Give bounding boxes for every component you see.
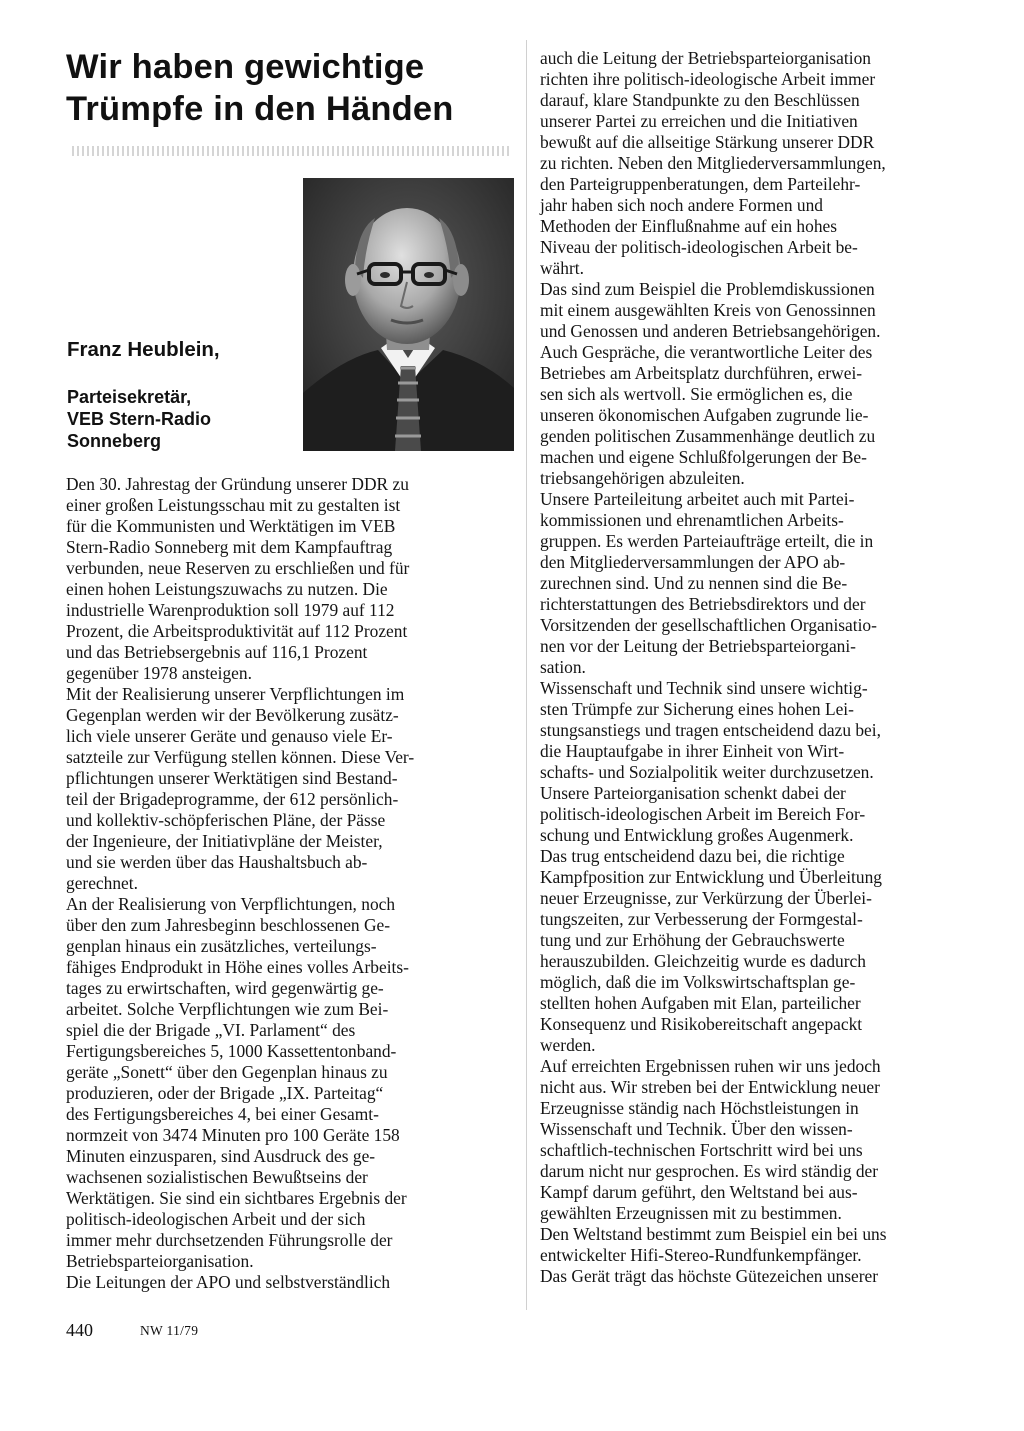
text-line: Mit der Realisierung unserer Verpflichtungen im (66, 684, 405, 704)
author-role-line: VEB Stern-Radio (67, 409, 212, 429)
text-line: produzieren, oder der Brigade „IX. Parteitag“ (66, 1083, 384, 1103)
text-line: Werktätigen. Sie sind ein sichtbares Ergebnis der (66, 1188, 407, 1208)
text-line: und Genossen und anderen Betriebsangehörigen. (540, 321, 881, 341)
text-line: und das Betriebsergebnis auf 116,1 Prozent (66, 642, 368, 662)
article-title (66, 46, 506, 130)
text-line: darauf, klare Standpunkte zu den Beschlüssen (540, 90, 860, 110)
text-line: spiel die der Brigade „VI. Parlament“ des (66, 1020, 356, 1040)
text-line: Minuten einzusparen, sind Ausdruck des ge- (66, 1146, 376, 1166)
text-line: die Hauptaufgabe in ihrer Einheit von Wirt- (540, 741, 845, 761)
author-role (67, 386, 211, 452)
text-line: herauszubilden. Gleichzeitig wurde es dadurch (540, 951, 866, 971)
author-role-line: Sonneberg (67, 431, 162, 451)
text-line: gerechnet. (66, 873, 138, 893)
text-line: tages zu erwirtschaften, wird gegenwärtig ge- (66, 978, 384, 998)
text-line: genden politischen Zusammenhänge deutlich zu (540, 426, 876, 446)
text-line: Den Weltstand bestimmt zum Beispiel ein bei uns (540, 1224, 887, 1244)
article-title-line: Trümpfe in den Händen (66, 90, 454, 128)
text-line: möglich, daß die im Volkswirtschaftsplan ge- (540, 972, 856, 992)
text-line: nicht aus. Wir streben bei der Entwicklung neuer (540, 1077, 880, 1097)
text-line: arbeitet. Solche Verpflichtungen wie zum Bei- (66, 999, 389, 1019)
text-line: jahr haben sich noch andere Formen und (540, 195, 823, 215)
text-line: Das trug entscheidend dazu bei, die richtige (540, 846, 845, 866)
text-line: Betriebsparteiorganisation. (66, 1251, 254, 1271)
text-line: und kollektiv-schöpferischen Pläne, der Pässe (66, 810, 386, 830)
text-line: währt. (540, 258, 584, 278)
text-line: politisch-ideologischen Arbeit im Bereich For- (540, 804, 866, 824)
text-line: immer mehr durchsetzenden Führungsrolle der (66, 1230, 393, 1250)
author-role-line: Parteisekretär, (67, 387, 192, 407)
text-line: sation. (540, 657, 586, 677)
text-line: teil der Brigadeprogramme, der 612 persönlich- (66, 789, 399, 809)
body-column-right (540, 48, 988, 1287)
text-line: einen hohen Leistungszuwachs zu nutzen. Die (66, 579, 388, 599)
issue-label: NW 11/79 (140, 1323, 199, 1338)
text-line: Fertigungsbereiches 5, 1000 Kassettentonband- (66, 1041, 397, 1061)
text-line: tung und zur Erhöhung der Gebrauchswerte (540, 930, 845, 950)
text-line: zu richten. Neben den Mitgliederversammlungen, (540, 153, 886, 173)
text-line: wachsenen sozialistischen Bewußtseins der (66, 1167, 368, 1187)
text-line: darum nicht nur gesprochen. Es wird ständig der (540, 1161, 879, 1181)
text-line: Die Leitungen der APO und selbstverständlich (66, 1272, 391, 1292)
text-line: zurechnen sind. Und zu nennen sind die Be- (540, 573, 848, 593)
text-line: Das Gerät trägt das höchste Gütezeichen unserer (540, 1266, 879, 1286)
text-line: geräte „Sonett“ über den Gegenplan hinaus zu (66, 1062, 388, 1082)
text-line: Konsequenz und Risikobereitschaft angepackt (540, 1014, 863, 1034)
text-line: Vorsitzenden der gesellschaftlichen Organisatio- (540, 615, 877, 635)
text-line: der Ingenieure, der Initiativpläne der Meister, (66, 831, 383, 851)
text-line: verbunden, neue Reserven zu erschließen und für (66, 558, 410, 578)
text-line: und sie werden über das Haushaltsbuch ab- (66, 852, 368, 872)
text-line: Erzeugnisse ständig nach Höchstleistungen in (540, 1098, 859, 1118)
text-line: sen sich als wertvoll. Sie ermöglichen es, die (540, 384, 853, 404)
text-line: stellten hohen Aufgaben mit Elan, parteilicher (540, 993, 861, 1013)
text-line: neuer Erzeugnisse, zur Verkürzung der Überlei- (540, 888, 872, 908)
author-name: Franz Heublein, (67, 338, 220, 361)
text-line: satzteile zur Verfügung stellen können. Diese Ver- (66, 747, 415, 767)
text-line: triebsangehörigen abzuleiten. (540, 468, 745, 488)
portrait-illustration (303, 178, 514, 451)
text-line: des Fertigungsbereiches 4, bei einer Gesamt- (66, 1104, 379, 1124)
text-line: stungsanstiegs und tragen entscheidend dazu bei, (540, 720, 881, 740)
article-title-line: Wir haben gewichtige (66, 48, 425, 86)
text-line: gewählten Erzeugnissen mit zu bestimmen. (540, 1203, 842, 1223)
body-column-left (66, 474, 514, 1293)
text-line: nen vor der Leitung der Betriebsparteiorgani- (540, 636, 856, 656)
text-line: pflichtungen unserer Werktätigen sind Bestand- (66, 768, 398, 788)
text-line: politisch-ideologischen Arbeit und der sich (66, 1209, 366, 1229)
column-divider (526, 40, 527, 1310)
text-line: Methoden der Einflußnahme auf ein hohes (540, 216, 837, 236)
text-line: Betriebes am Arbeitsplatz durchführen, erwei- (540, 363, 863, 383)
text-line: Wissenschaft und Technik sind unsere wichtig- (540, 678, 868, 698)
text-line: fähiges Endprodukt in Höhe eines volles Arbeits- (66, 957, 409, 977)
text-line: kommissionen und ehrenamtlichen Arbeits- (540, 510, 844, 530)
text-line: tungszeiten, zur Verbesserung der Formgestal- (540, 909, 863, 929)
text-line: sten Trümpfe zur Sicherung eines hohen Lei- (540, 699, 854, 719)
text-line: für die Kommunisten und Werktätigen im VEB (66, 516, 396, 536)
text-line: mit einem ausgewählten Kreis von Genossinnen (540, 300, 876, 320)
text-line: Niveau der politisch-ideologischen Arbeit be- (540, 237, 858, 257)
text-line: Auch Gespräche, die verantwortliche Leiter des (540, 342, 873, 362)
text-line: Gegenplan werden wir der Bevölkerung zusätz- (66, 705, 399, 725)
title-separator (72, 146, 512, 156)
text-line: Unsere Parteileitung arbeitet auch mit Partei- (540, 489, 855, 509)
text-line: machen und eigene Schlußfolgerungen der Be- (540, 447, 867, 467)
text-line: industrielle Warenproduktion soll 1979 auf 112 (66, 600, 395, 620)
text-line: Stern-Radio Sonneberg mit dem Kampfauftrag (66, 537, 393, 557)
text-line: Unsere Parteiorganisation schenkt dabei der (540, 783, 846, 803)
text-line: auch die Leitung der Betriebsparteiorganisation (540, 48, 871, 68)
text-line: normzeit von 3474 Minuten pro 100 Geräte 158 (66, 1125, 400, 1145)
text-line: unserer Partei zu erreichen und die Initiativen (540, 111, 858, 131)
text-line: einer großen Leistungsschau mit zu gestalten ist (66, 495, 401, 515)
text-line: genplan hinaus ein zusätzliches, verteilungs- (66, 936, 377, 956)
text-line: Auf erreichten Ergebnissen ruhen wir uns jedoch (540, 1056, 881, 1076)
text-line: schung und Entwicklung großes Augenmerk. (540, 825, 854, 845)
text-line: bewußt auf die allseitige Stärkung unserer DDR (540, 132, 875, 152)
text-line: Wissenschaft und Technik. Über den wissen- (540, 1119, 853, 1139)
text-line: unseren ökonomischen Aufgaben zugrunde lie- (540, 405, 869, 425)
text-line: gruppen. Es werden Parteiaufträge erteilt, die in (540, 531, 874, 551)
text-line: lich viele unserer Geräte und genauso viele Er- (66, 726, 393, 746)
text-line: gegenüber 1978 ansteigen. (66, 663, 252, 683)
text-line: entwickelter Hifi-Stereo-Rundfunkempfänger. (540, 1245, 862, 1265)
text-line: Prozent, die Arbeitsproduktivität auf 112 Prozent (66, 621, 408, 641)
text-line: über den zum Jahresbeginn beschlossenen Ge- (66, 915, 391, 935)
text-line: Das sind zum Beispiel die Problemdiskussionen (540, 279, 875, 299)
text-line: Kampfposition zur Entwicklung und Überleitung (540, 867, 882, 887)
text-line: werden. (540, 1035, 596, 1055)
text-line: den Parteigruppenberatungen, dem Parteilehr- (540, 174, 861, 194)
page-number: 440 (66, 1320, 93, 1340)
text-line: schaftlich-technischen Fortschritt wird bei uns (540, 1140, 863, 1160)
text-line: An der Realisierung von Verpflichtungen, noch (66, 894, 396, 914)
text-line: Den 30. Jahrestag der Gründung unserer DDR zu (66, 474, 409, 494)
text-line: schafts- und Sozialpolitik weiter durchzusetzen. (540, 762, 874, 782)
text-line: richterstattungen des Betriebsdirektors und der (540, 594, 866, 614)
author-portrait-photo (303, 178, 514, 451)
text-line: den Mitgliederversammlungen der APO ab- (540, 552, 846, 572)
text-line: richten ihre politisch-ideologische Arbeit immer (540, 69, 876, 89)
text-line: Kampf darum geführt, den Weltstand bei aus- (540, 1182, 858, 1202)
